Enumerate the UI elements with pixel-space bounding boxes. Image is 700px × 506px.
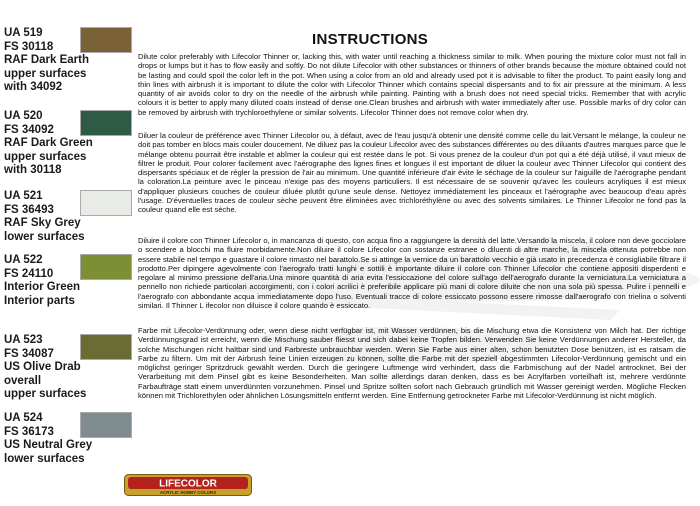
- color-name-line: RAF Dark Green: [4, 137, 93, 150]
- color-name-line: Interior Green: [4, 281, 81, 294]
- color-name-line: US Olive Drab: [4, 361, 81, 374]
- fs-code: FS 30118: [4, 40, 54, 53]
- color-name-line: upper surfaces: [4, 67, 87, 80]
- color-code: UA 524: [4, 412, 43, 424]
- instructions-german: Farbe mit Lifecolor-Verdünnung oder, wenn diese nicht verfügbar ist, mit Wasser verdünnen, bis die Mischung etwa die Konsistenz von Milch hat. Der richtige Verdünnungsgrad ist erreicht, wenn die Mischung sauber fliesst und sich dabei keine Tropfen bilden. Verwenden Sie keine Verdünnungen anderer Hersteller, da solche Mischungen nicht haltbar sind und Farbreste unbrauchbar werden. Wenn Sie Farbe aus einer alten, schon benutzten Dose benützen, ist es ratsam die Farbe zu filtern. Um mit der Airbrush feine Linien erzeugen zu können, sollte die Farbe mit der speziell abgestimmten Lifecolor-Verdünnung gemischt und ein möglichst geringer Spritzdruck gewählt werden. Durch die geringere Luftmenge wird verhindert, dass die Farbmischung auf der Nadel antrocknet. Bei der Verarbeitung mit dem Pinsel gibt es keine Besonderheiten. Man sollte allerdings daran denken, dass es bei Acrylfarben vorteilhaft ist, mehrere verdünnte Farbaufträge statt einem unverdünnten vorzunehmen. Pinsel und Spritze sollten sofort nach Gebrauch gründlich mit Wasser gereinigt werden. Mögliche Flecken können mit Trichlorethylen oder ähnlichen Lösungsmitteln entfernt werden. Eine Entfernung getrockneter Farbe mit Lifecolor-Verdünnung ist nicht möglich.: [138, 326, 686, 401]
- color-code: UA 520: [4, 110, 43, 122]
- color-name-line: RAF Sky Grey: [4, 217, 81, 230]
- fs-code: FS 24110: [4, 267, 54, 280]
- instructions-italian: Diluire il colore con Thinner Lifecolor o, in mancanza di questo, con acqua fino a raggiungere la densità del latte.Versando la miscela, il colore non deve gocciolare o scendere a blocchi ma fluire morbidamente.Non diluire il colore Lifecolor con sostanze estranee o diluenti di altre marche, la miscela ottenuta potrebbe non essere stabile nel tempo e guastare il colore rimasto nel barattolo.Se si attinge la vernice da un barattolo vecchio e già usato in precedenza è consigliabile filtrare il prodotto.Per dipingere agevolmente con l'aerografo tratti lunghi e sottili è importante diluire il colore con Thinner Lifecolor che contiene appositi disperdenti e regolare al minimo pressione dell'aria.Una minore quantità di aria evita l'essiccazione del colore sull'ago dell'aerografo durante la verniciatura.La verniciatura a pennello non richiede particolari accorgimenti, con i colori acrilici è preferibile applicare più mani di colore diluite che non una sola più spessa. Pulire i pennelli e l'aerografo con abbondante acqua immediatamente dopo l'uso. Eventuali tracce di colore essiccato possono essere rimosse dall'aerografo con trielina o solventi similari. Il Thinner L ifecolor non diluisce il colore quando è essiccato.: [138, 236, 686, 311]
- color-name-line: with 30118: [4, 164, 62, 177]
- logo-brand: LIFECOLOR: [159, 478, 217, 490]
- color-code: UA 519: [4, 27, 43, 39]
- fs-code: FS 36493: [4, 203, 54, 216]
- color-swatch: [80, 190, 132, 216]
- color-name-line: upper surfaces: [4, 150, 87, 163]
- logo-tagline: ACRYLIC HOBBY COLORS: [159, 490, 217, 495]
- color-list: [0, 0, 140, 506]
- fs-code: FS 36173: [4, 425, 54, 438]
- color-name-line: with 34092: [4, 81, 63, 94]
- fs-code: FS 34092: [4, 123, 54, 136]
- color-name-line: US Neutral Grey: [4, 439, 93, 452]
- lifecolor-logo: [124, 474, 252, 496]
- color-swatch: [80, 334, 132, 360]
- color-code: UA 523: [4, 334, 43, 346]
- color-swatch: [80, 412, 132, 438]
- color-swatch: [80, 254, 132, 280]
- instructions-title: INSTRUCTIONS: [312, 31, 429, 48]
- color-name-line: lower surfaces: [4, 230, 85, 243]
- color-name-line: overall: [4, 374, 42, 387]
- color-code: UA 521: [4, 190, 43, 202]
- color-name-line: Interior parts: [4, 294, 75, 307]
- color-swatch: [80, 27, 132, 53]
- instructions-english: Dilute color preferably with Lifecolor Thinner or, lacking this, with water until reaching a thickness similar to milk. When pouring the mixture color must not fall in drops or lumps but it has to flow easily and softly. Do not dilute Lifecolor with other substances or thinners of other brands because the mixture obtained could not be lasting and could spoil the color left in the pot. When using a color from an old and already used pot it is advisable to filter the product. To paint easily long and thin lines with airbrush it is important to dilute the color with Lifecolor Thinner which contains special dispersants and to fix air pressure at the minimum. A less quantity of air avoids color to dry on the needle of the airbrush while painting. Painting with a brush does not need special tricks. Remember that with acrylic colours it is better to apply many diluted coats instead of dense one.Clean brushes and airbrush with water immediately after use. Possible marks of dry color can be removed by airbrush with trychloroethylene or similar solvents. Lifecolor Thinner does not remove color when dry.: [138, 52, 686, 117]
- fs-code: FS 34087: [4, 347, 54, 360]
- color-name-line: upper surfaces: [4, 388, 87, 401]
- color-swatch: [80, 110, 132, 136]
- color-name-line: lower surfaces: [4, 452, 85, 465]
- instructions-french: Diluer la couleur de préférence avec Thinner Lifecolor ou, à défaut, avec de l'eau jusqu'à obtenir une densité comme celle du lait.Versant le mélange, la couleur ne doit pas tomber en blocs mais couler doucement. Ne diluez pas la couleur Lifecolor avec des substances différentes ou des diluants d'autres marques parce que le mélange obtenu pourrait être instable et abîmer la couleur qui est restée dans le pot. Si vous prenez de la couleur d'un pot qui a été déjà utilisé, il vaut mieux de filtrer le produit. Pour colorer facilement avec l'aérographe des lignes fines et longues il est important de diluer la couleur avec Thinner Lifecolor qui contient des dispersants spéciaux et de régler la pression de l'air au minimum. Une quantité inférieure d'air évite le séchage de la couleur sur l'aiguille de l'aérographe pendant la coloration.La peinture avec le pinceau n'exige pas des moyens particuliers. Il est nécessaire de se souvenir qu'avec les couleurs acryliques il est mieux d'appliquer plusieurs couches de couleur diluée plutôt qu'une seule dense. Nettoyez immédiatement les pinceaux et l'aérographe avec beaucoup d'eau après l'usage. D'éventuelles traces de couleur sèche peuvent être éliminées avec trichloréthylène ou avec des solvents similaires. Le Thinner Lifecolor ne fond pas la couleur quand elle est sèche.: [138, 131, 686, 215]
- color-code: UA 522: [4, 254, 43, 266]
- color-name-line: RAF Dark Earth: [4, 54, 89, 67]
